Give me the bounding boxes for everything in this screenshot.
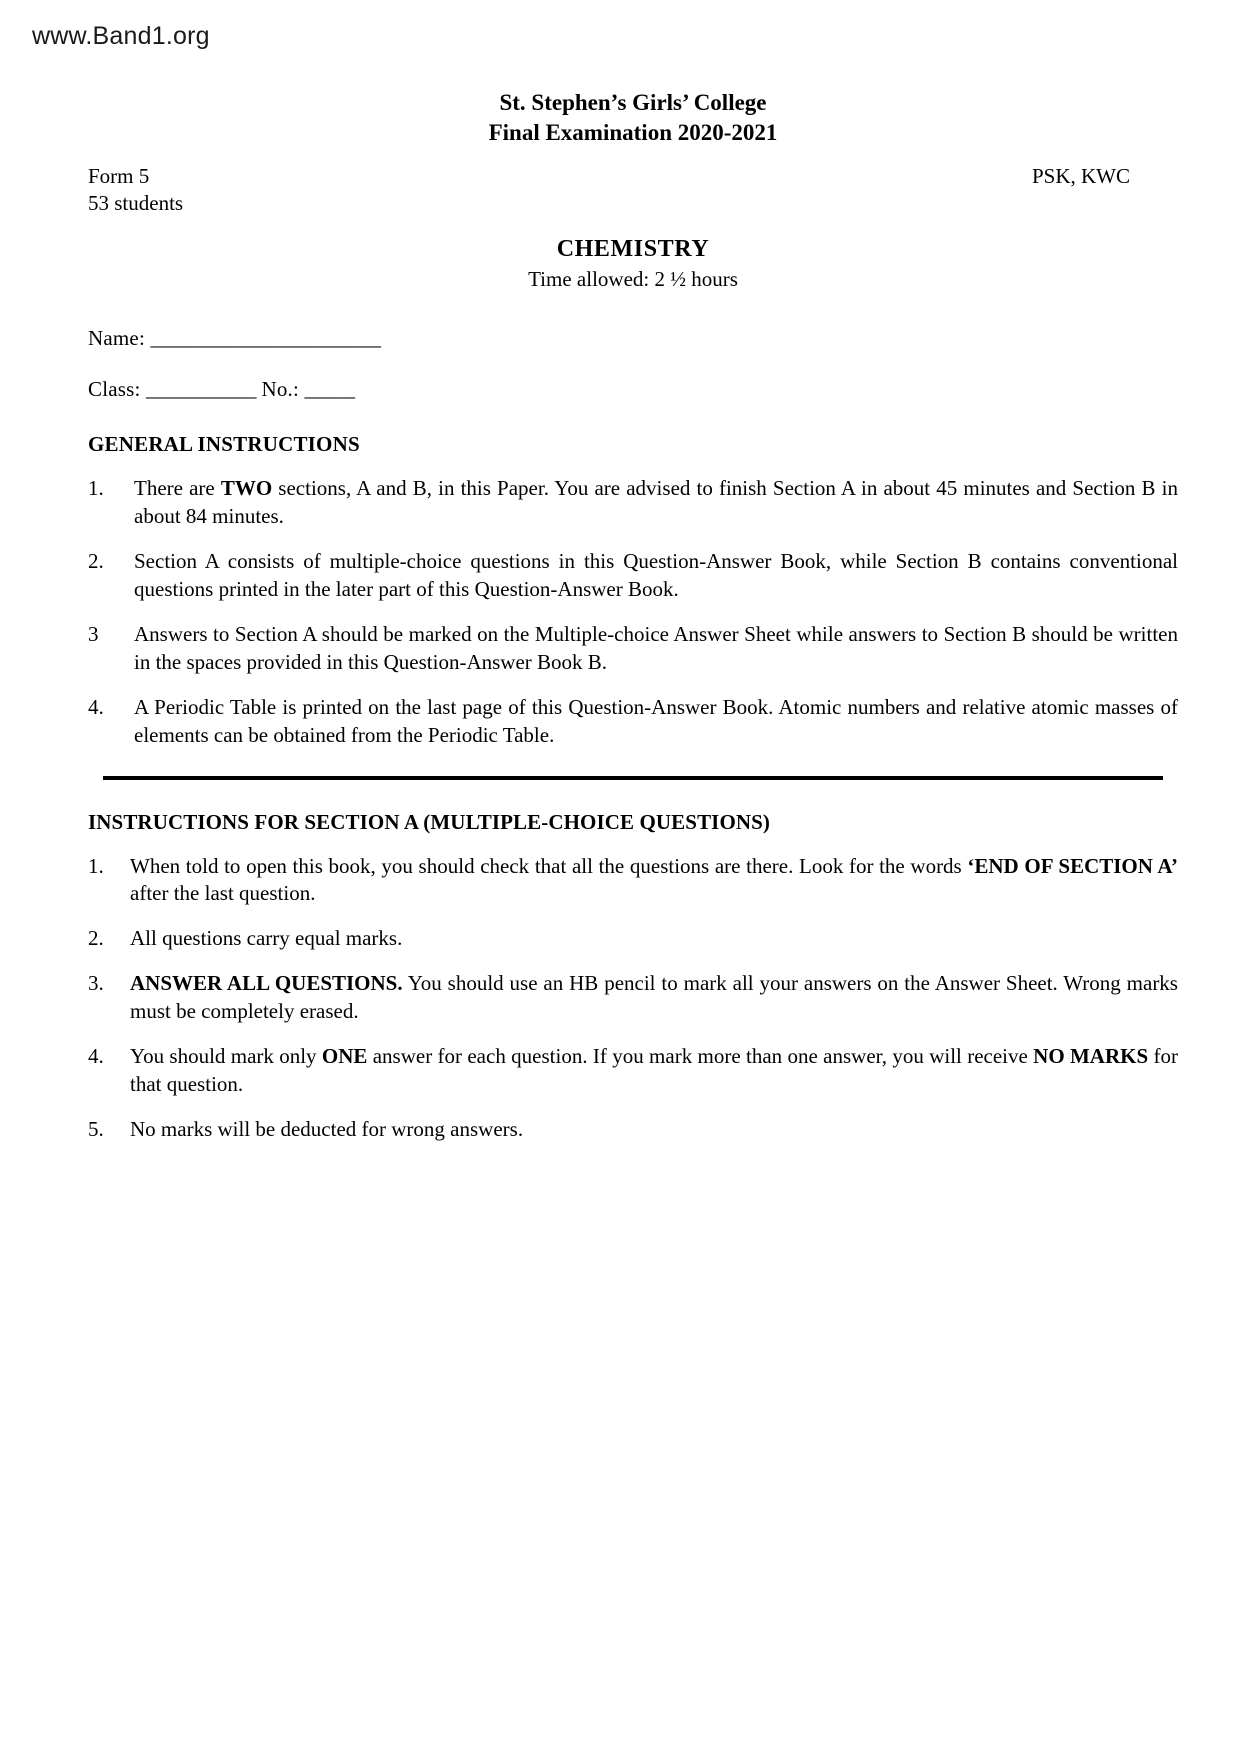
exam-title: Final Examination 2020-2021 xyxy=(488,120,778,146)
site-watermark: www.Band1.org xyxy=(32,22,210,50)
name-input-blank[interactable]: _______________________ xyxy=(150,326,381,351)
form-label: Form 5 xyxy=(88,163,150,188)
number-input-blank[interactable]: _____ xyxy=(304,377,355,402)
section-a-instruction-item-text: ANSWER ALL QUESTIONS. You should use an HB pencil to mark all your answers on the Answer Sheet. Wrong marks must be completely erased. xyxy=(130,971,1178,1024)
section-a-instruction-item-text: No marks will be deducted for wrong answers. xyxy=(130,1116,524,1141)
section-a-instruction-item xyxy=(88,925,1178,953)
section-a-instruction-item-number: 3. xyxy=(88,971,104,996)
subject-title: CHEMISTRY xyxy=(556,236,710,263)
school-name: St. Stephen’s Girls’ College xyxy=(499,90,767,115)
general-instruction-item-text: Answers to Section A should be marked on the Multiple-choice Answer Sheet while answers to Section B should be written in the spaces provided in this Question-Answer Book B. xyxy=(134,621,1178,674)
section-a-instruction-item xyxy=(88,1116,1178,1144)
general-instruction-item-number: 3 xyxy=(88,621,99,646)
section-a-instruction-item-text: When told to open this book, you should check that all the questions are there. Look for the words ‘END OF SECTION A’ after the last question. xyxy=(130,853,1179,906)
teacher-initials: PSK, KWC xyxy=(1031,163,1130,188)
section-a-instruction-item-text: All questions carry equal marks. xyxy=(130,926,403,951)
section-a-instruction-item-number: 2. xyxy=(88,926,104,951)
general-instruction-item-text: A Periodic Table is printed on the last page of this Question-Answer Book. Atomic numbers and relative atomic masses of elements can be obtained from the Periodic Table. xyxy=(134,694,1178,747)
general-instruction-item xyxy=(88,548,1178,604)
section-a-instruction-item xyxy=(88,970,1178,1026)
class-label: Class: xyxy=(88,377,141,402)
general-instruction-item-number: 1. xyxy=(88,476,104,501)
section-a-instructions-list xyxy=(88,853,1178,1144)
time-allowed: Time allowed: 2 ½ hours xyxy=(528,267,738,292)
section-divider xyxy=(103,776,1163,780)
general-instruction-item-text: Section A consists of multiple-choice questions in this Question-Answer Book, while Section B contains conventional questions printed in the later part of this Question-Answer Book. xyxy=(134,549,1178,601)
section-a-instruction-item-text: You should mark only ONE answer for each question. If you mark more than one answer, you will receive NO MARKS for that question. xyxy=(130,1044,1178,1097)
name-field-line xyxy=(88,326,1178,351)
section-a-instruction-item xyxy=(88,853,1178,909)
section-a-instruction-item xyxy=(88,1043,1178,1099)
general-instruction-item-text: There are TWO sections, A and B, in this Paper. You are advised to finish Section A in about 45 minutes and Section B in about 84 minutes. xyxy=(134,476,1178,529)
section-a-instruction-item-number: 5. xyxy=(88,1116,104,1141)
section-a-instruction-item-number: 4. xyxy=(88,1044,104,1069)
general-instruction-item-number: 2. xyxy=(88,549,104,573)
general-instructions-list xyxy=(88,475,1178,749)
general-instruction-item-number: 4. xyxy=(88,694,104,719)
document-body xyxy=(88,80,1178,1161)
section-a-instruction-item-number: 1. xyxy=(88,853,104,878)
class-field-line xyxy=(88,377,1178,402)
general-instruction-item xyxy=(88,621,1178,677)
meta-row xyxy=(88,163,1178,191)
general-instruction-item xyxy=(88,475,1178,531)
class-input-blank[interactable]: ___________ xyxy=(146,377,256,402)
name-label: Name: xyxy=(88,326,145,351)
section-a-instructions-heading: INSTRUCTIONS FOR SECTION A (MULTIPLE-CHOICE QUESTIONS) xyxy=(88,809,771,834)
general-instructions-heading: GENERAL INSTRUCTIONS xyxy=(88,432,360,457)
number-label: No.: xyxy=(261,377,300,402)
student-count: 53 students xyxy=(88,191,184,216)
general-instruction-item xyxy=(88,694,1178,750)
